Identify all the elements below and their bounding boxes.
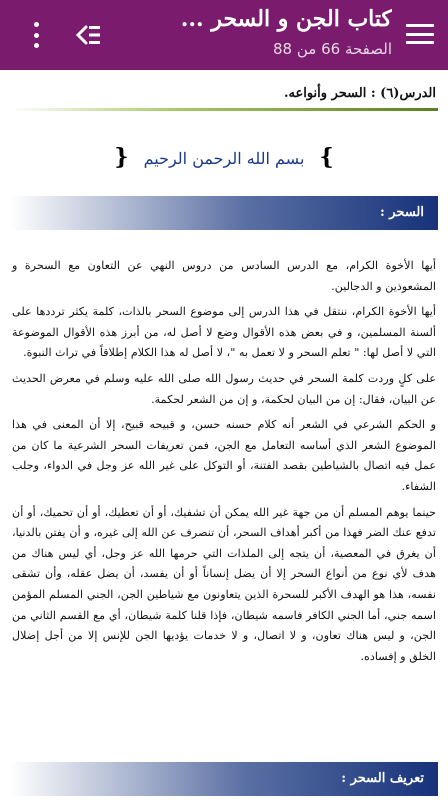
- basmala-close-brace: {: [114, 144, 129, 170]
- section-header-label: السحر :: [379, 205, 424, 220]
- app-bar: [0, 0, 448, 70]
- table-of-contents-icon[interactable]: [72, 22, 102, 48]
- section-header-magic: [10, 196, 438, 230]
- book-title: كتاب الجن و السحر ...: [180, 6, 392, 32]
- lesson-body: [12, 256, 436, 672]
- basmala-open-brace: }: [319, 144, 334, 170]
- paragraph: أيها الأخوة الكرام، ننتقل في هذا الدرس إلى موضوع السحر بالذات، كلمة يكثر ترددها على ألسنة المسلمين، و في بعض هذه الأقوال وضع لا أصل له، من أبرز هذه الأقوال الموضوعة التي لا أصل لها: " تعلم السحر و لا تعمل به "، لا أصل له هذا الكلام إطلاقاً في تراث النبوة.: [12, 305, 436, 360]
- section-header-definition: [10, 762, 438, 796]
- more-options-icon[interactable]: [30, 22, 42, 48]
- menu-icon[interactable]: [406, 20, 434, 48]
- basmala-text: بسم الله الرحمن الرحيم: [143, 149, 305, 168]
- reader-content[interactable]: [0, 70, 448, 800]
- basmala: [0, 144, 448, 170]
- paragraph: حينما يوهم المسلم أن من جهة غير الله يمكن أن تشفيك، أو أن تعطيك، أو أن تحميك، أو أن تدفع عنك الضر فهذا من أكبر أهداف السحر، أن تنصرف عن الله إلى غيره، و أن يفتن بالدنيا، أن يغرق في المعصية، أن يتجه إلى الملذات التي حرمها الله عز وجل، أي ليس هناك من هدف لأي نوع من أنواع السحر إلا أن يضل إنساناً أو أن يفسد، أن يضل عقله، وأن تشقى نفسه، هذا هو الهدف الأكبر للسحرة الذين يتعاونون مع شياطين الجن، الجني المسلم المؤمن اسمه جني، أما الجني الكافر فاسمه شيطان، فإذا قلنا كلمة شيطان، أي مع القسم الثاني من الجن، و ليس هناك تعاون، و لا اتصال، و لا خدمات يؤديها الجن للإنس إلا من أجل إضلال الخلق و إفساده.: [12, 505, 436, 663]
- paragraph: على كلٍ وردت كلمة السحر في حديث رسول الله صلى الله عليه وسلم في معرض الحديث عن البيان، فقال: إن من البيان لحكمة، و إن من الشعر لحكمة.: [12, 371, 436, 406]
- lesson-heading: الدرس(٦) : السحر وأنواعه.: [283, 86, 436, 101]
- heading-divider: [10, 108, 438, 111]
- page-indicator: الصفحة 66 من 88: [272, 40, 392, 58]
- paragraph: أيها الأخوة الكرام، مع الدرس السادس من دروس النهي عن التعاون مع السحرة و المشعوذين و الدجالين.: [12, 259, 436, 293]
- section-header-label: تعريف السحر :: [341, 771, 424, 786]
- paragraph: و الحكم الشرعي في الشعر أنه كلام حسنه حسن، و قبيحه قبيح، إلا أن المعنى في هذا الموضوع الشعر الذي أساسه التعامل مع الجن، فمن تعريفات السحر الشرعية ما كان من عمل فيه اتصال بالشياطين بقصد الفتنة، أو التوكل على غير الله عز وجل في الدواء، وجلب الشفاء.: [12, 418, 436, 493]
